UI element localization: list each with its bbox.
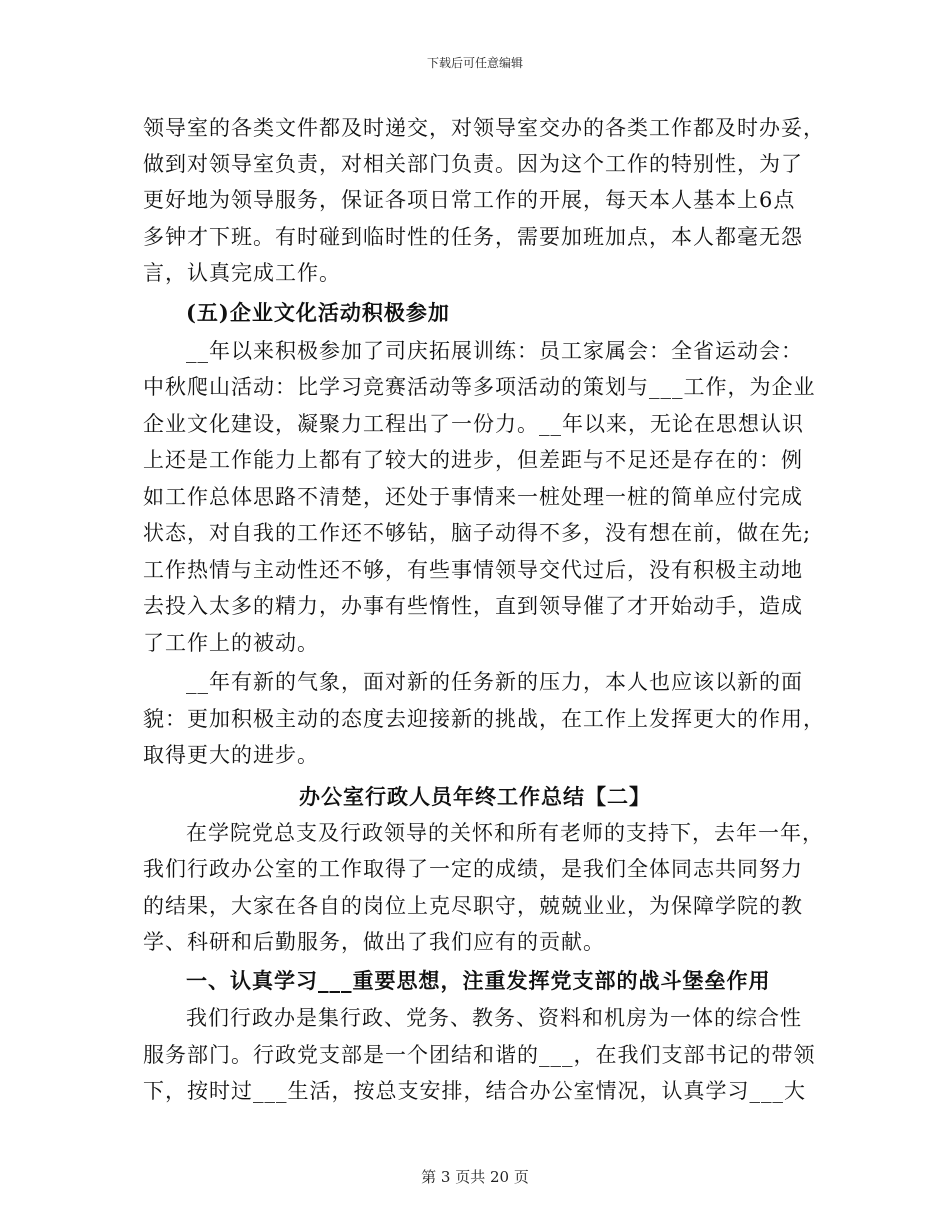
body-line: 了工作上的被动。 <box>143 631 319 655</box>
body-line: 学、科研和后勤服务，做出了我们应有的贡献。 <box>143 930 605 954</box>
section-heading: 一、认真学习___重要思想，注重发挥党支部的战斗堡垒作用 <box>186 968 771 993</box>
body-line: 上还是工作能力上都有了较大的进步，但差距与不足还是存在的：例 <box>143 448 803 472</box>
body-line: 如工作总体思路不清楚，还处于事情来一桩处理一桩的简单应付完成 <box>143 485 803 509</box>
body-line: 工作热情与主动性还不够，有些事情领导交代过后，没有积极主动地 <box>143 558 803 582</box>
body-line: 企业文化建设，凝聚力工程出了一份力。__年以来，无论在思想认识 <box>143 412 804 436</box>
body-line: 貌：更加积极主动的态度去迎接新的挑战，在工作上发挥更大的作用， <box>143 707 825 731</box>
body-line: 取得更大的进步。 <box>143 743 319 767</box>
body-line: 我们行政办是集行政、党务、教务、资料和机房为一体的综合性 <box>186 1006 802 1030</box>
body-line: 状态，对自我的工作还不够钻，脑子动得不多，没有想在前，做在先; <box>143 521 812 545</box>
page-footer: 第 3 页共 20 页 <box>421 1168 529 1186</box>
body-line: 言，认真完成工作。 <box>143 261 341 285</box>
body-line: 在学院党总支及行政领导的关怀和所有老师的支持下，去年一年， <box>186 821 824 845</box>
body-line: 我们行政办公室的工作取得了一定的成绩，是我们全体同志共同努力 <box>143 857 803 881</box>
body-line: 的结果，大家在各自的岗位上克尽职守，兢兢业业，为保障学院的教 <box>143 894 803 918</box>
body-line: 下，按时过___生活，按总支安排，结合办公室情况，认真学习___大 <box>143 1079 806 1103</box>
body-line: 去投入太多的精力，办事有些惰性，直到领导催了才开始动手，造成 <box>143 594 803 618</box>
page-header: 下载后可任意编辑 <box>426 56 523 70</box>
body-line: __年以来积极参加了司庆拓展训练：员工家属会：全省运动会： <box>186 339 803 363</box>
section-heading: (五)企业文化活动积极参加 <box>186 300 450 325</box>
body-line: 服务部门。行政党支部是一个团结和谐的___，在我们支部书记的带领 <box>143 1043 816 1067</box>
body-line: __年有新的气象，面对新的任务新的压力，本人也应该以新的面 <box>186 670 803 694</box>
document-title: 办公室行政人员年终工作总结【二】 <box>299 784 651 809</box>
body-line: 多钟才下班。有时碰到临时性的任务，需要加班加点，本人都毫无怨 <box>143 225 803 249</box>
body-line: 做到对领导室负责，对相关部门负责。因为这个工作的特别性，为了 <box>143 152 803 176</box>
body-line: 中秋爬山活动：比学习竞赛活动等多项活动的策划与___工作，为企业 <box>143 375 816 399</box>
body-line: 领导室的各类文件都及时递交，对领导室交办的各类工作都及时办妥， <box>143 116 825 140</box>
body-line: 更好地为领导服务，保证各项日常工作的开展，每天本人基本上6点 <box>143 188 796 212</box>
